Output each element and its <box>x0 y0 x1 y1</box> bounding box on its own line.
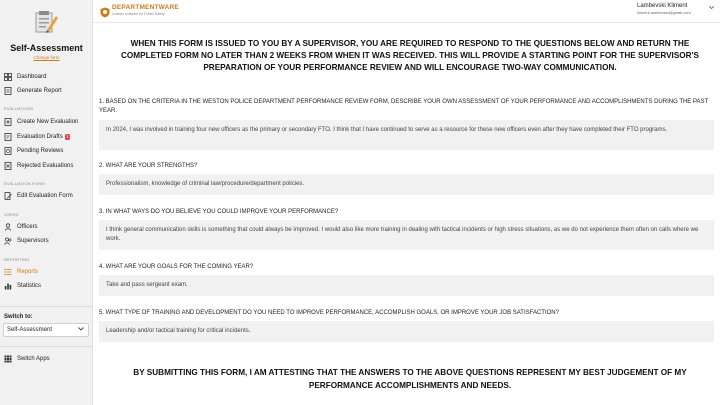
pending-icon <box>4 147 12 155</box>
section-label-evaluations: EVALUATIONS <box>4 106 34 111</box>
question-3: 3. IN WHAT WAYS DO YOU BELIEVE YOU COULD IMPROVE YOUR PERFORMANCE? <box>99 209 339 215</box>
rejected-icon <box>4 162 12 170</box>
answer-3-field[interactable]: I think general communication skills is something that could always be improved. I would also like more training in dealing with tactical incidents or high stress situations, as we do not experience them often on calls where we work. <box>99 220 714 250</box>
app-logo-icon <box>33 8 60 35</box>
sidebar-divider <box>0 306 93 307</box>
sidebar-item-label: Evaluation Drafts <box>17 134 63 140</box>
form-intro-text: WHEN THIS FORM IS ISSUED TO YOU BY A SUPERVISOR, YOU ARE REQUIRED TO RESPOND TO THE QUESTIONS BELOW AND RETURN THE COMPLETED FORM NO LATER THAN 2 WEEKS FROM WHEN IT WAS RECEIVED. THIS WILL PROVIDE A STARTING POINT FOR THE SUPERVISOR'S PREPARATION OF YOUR PERFORMANCE REVIEW AND WILL ENCOURAGE TWO-WAY COMMUNICATION. <box>121 39 699 72</box>
sidebar-item-edit-evaluation-form[interactable] <box>4 191 73 201</box>
edit-form-icon <box>4 192 12 200</box>
switch-apps-label: Switch Apps <box>17 356 50 362</box>
question-2: 2. WHAT ARE YOUR STRENGTHS? <box>99 163 198 169</box>
chevron-down-icon <box>78 327 84 333</box>
dashboard-icon <box>4 73 12 81</box>
report-icon <box>4 87 12 95</box>
switch-apps-button[interactable] <box>4 354 50 364</box>
sidebar-item-pending-reviews[interactable] <box>4 146 63 156</box>
sidebar-item-label: Create New Evaluation <box>17 119 79 125</box>
apps-grid-icon <box>4 355 12 363</box>
brand-logo[interactable] <box>100 4 190 18</box>
sidebar-item-evaluation-drafts[interactable] <box>4 132 70 142</box>
sidebar-item-rejected-evaluations[interactable] <box>4 161 73 171</box>
form-attestation-text: BY SUBMITTING THIS FORM, I AM ATTESTING THAT THE ANSWERS TO THE ABOVE QUESTIONS REPRESENT MY BEST JUDGEMENT OF MY PERFORMANCE ACCOMPLISHMENTS AND NEEDS. <box>133 368 687 390</box>
answer-2-field[interactable]: Professionalism, knowledge of criminal law/procedure/department policies. <box>99 174 714 195</box>
answer-5-field[interactable]: Leadership and/or tactical training for critical incidents. <box>99 321 714 342</box>
sidebar-item-reports[interactable] <box>4 267 38 277</box>
user-name: Lambevski Kliment <box>637 3 688 9</box>
supervisors-icon <box>4 237 12 245</box>
user-menu[interactable] <box>637 3 712 15</box>
user-email: kliment.lambevski@gmail.com <box>637 10 691 15</box>
section-label-reporting: REPORTING <box>4 257 30 262</box>
switch-to-select[interactable] <box>3 323 89 337</box>
question-4: 4. WHAT ARE YOUR GOALS FOR THE COMING YEAR? <box>99 264 254 270</box>
sidebar-item-create-new-evaluation[interactable] <box>4 117 78 127</box>
sidebar-item-dashboard[interactable] <box>4 72 46 82</box>
app-title: Self-Assessment <box>10 43 83 53</box>
sidebar-item-generate-report[interactable] <box>4 86 62 96</box>
brand-name: DEPARTMENTWARE <box>112 4 179 11</box>
question-1: 1. BASED ON THE CRITERIA IN THE WESTON POLICE DEPARTMENT PERFORMANCE REVIEW FORM, DESCRIBE YOUR OWN ASSESSMENT OF YOUR PERFORMANCE AND ACCOMPLISHMENTS DURING THE PAST YEAR. <box>99 99 709 114</box>
officers-icon <box>4 223 12 231</box>
sidebar-item-label: Dashboard <box>17 74 47 80</box>
bar-chart-icon <box>4 282 12 290</box>
section-label-users: USERS <box>4 212 19 217</box>
chevron-down-icon <box>709 5 714 11</box>
header-divider <box>93 22 720 23</box>
shield-icon <box>100 5 110 23</box>
change-form-link[interactable]: Change form <box>33 55 60 60</box>
sidebar-item-label: Generate Report <box>17 88 62 94</box>
sidebar-item-label: Pending Reviews <box>17 148 64 154</box>
sidebar-divider <box>0 346 93 347</box>
sidebar-item-supervisors[interactable] <box>4 236 49 246</box>
sidebar-item-label: Edit Evaluation Form <box>17 193 73 199</box>
sidebar-item-label: Rejected Evaluations <box>17 163 74 169</box>
sidebar-item-statistics[interactable] <box>4 281 41 291</box>
brand-tagline: Custom software for Public Safety <box>112 12 165 16</box>
sidebar-item-label: Statistics <box>17 283 42 289</box>
drafts-icon <box>4 133 12 141</box>
switch-to-value: Self-Assessment <box>7 327 53 333</box>
list-icon <box>4 268 12 276</box>
drafts-count-badge: 1 <box>66 134 69 139</box>
question-5: 5. WHAT TYPE OF TRAINING AND DEVELOPMENT DO YOU NEED TO IMPROVE PERFORMANCE, ACCOMPLISH GOALS, OR IMPROVE YOUR JOB SATISFACTION? <box>99 310 559 316</box>
sidebar-item-label: Reports <box>17 269 39 275</box>
sidebar <box>0 0 93 405</box>
section-label-evaluation-form: EVALUATION FORM <box>4 181 45 186</box>
new-document-icon <box>4 118 12 126</box>
answer-4-field[interactable]: Take and pass sergeant exam. <box>99 275 714 296</box>
sidebar-item-label: Officers <box>17 224 38 230</box>
sidebar-item-label: Supervisors <box>17 238 49 244</box>
sidebar-item-officers[interactable] <box>4 222 38 232</box>
answer-1-field[interactable]: In 2024, I was involved in training four new officers as the primary or secondary FTO. I think that I have continued to serve as a resource for these new officers even after they have completed their FTO programs. <box>99 120 714 150</box>
switch-to-label: Switch to: <box>4 314 33 320</box>
